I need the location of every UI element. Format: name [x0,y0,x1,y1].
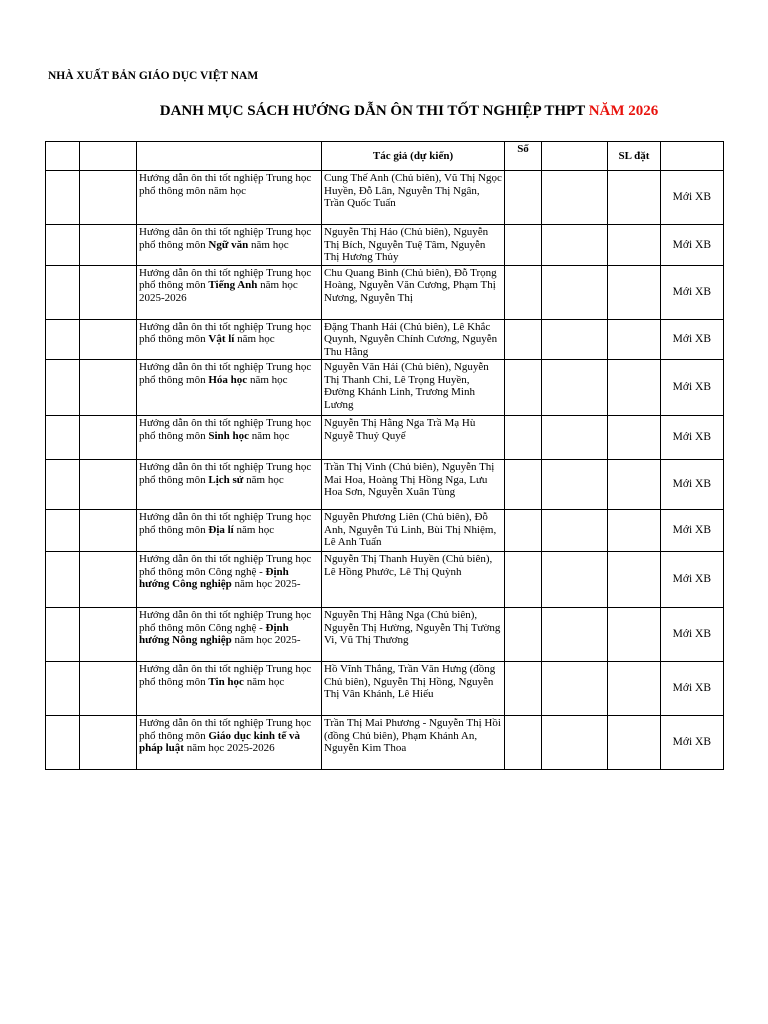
header-cell [80,142,137,171]
row-cell-1 [46,510,80,552]
authors-cell: Hồ Vĩnh Thắng, Trần Văn Hưng (đồng Chủ biên), Nguyễn Thị Hồng, Nguyễn Thị Vân Khánh, Lê Hiếu [322,662,505,716]
title-prefix: Hướng dẫn ôn thi tốt nghiệp Trung học phổ thông môn [139,417,312,442]
row-cell-6 [542,552,608,608]
subject-name: Tin học [208,675,244,688]
page-title [0,103,768,120]
title-suffix: năm học 2025- [231,578,301,590]
status-cell: Mới XB [661,552,724,608]
book-title-cell [137,319,322,360]
row-cell-2 [80,225,137,266]
so-cell [505,552,542,608]
authors-cell: Trần Thị Vinh (Chủ biên), Nguyễn Thị Mai Hoa, Hoàng Thị Hồng Nga, Lưu Hoa Sơn, Nguyễn Xuân Tùng [322,460,505,510]
book-title-cell [137,662,322,716]
so-cell [505,460,542,510]
so-cell [505,171,542,225]
authors-cell: Nguyễn Phương Liên (Chủ biên), Đỗ Anh, Nguyễn Tú Linh, Bùi Thị Nhiệm, Lê Anh Tuấn [322,510,505,552]
authors-cell: Nguyễn Thị Hảo (Chủ biên), Nguyễn Thị Bích, Nguyễn Tuệ Tâm, Nguyễn Thị Hương Thủy [322,225,505,266]
header-author: Tác giả (dự kiến) [322,142,505,171]
row-cell-6 [542,360,608,416]
subject-name: Sinh học [208,429,250,442]
title-suffix: năm học 2025- [231,634,301,646]
row-cell-2 [80,510,137,552]
title-prefix: Hướng dẫn ôn thi tốt nghiệp Trung học phổ thông môn Công nghệ - [139,553,312,578]
subject-name: Lịch sử [208,473,244,486]
title-prefix: Hướng dẫn ôn thi tốt nghiệp Trung học phổ thông môn [139,511,312,536]
status-cell: Mới XB [661,608,724,662]
header-cell [542,142,608,171]
header-cell [661,142,724,171]
sl-dat-cell [608,716,661,770]
title-prefix: Hướng dẫn ôn thi tốt nghiệp Trung học phổ thông môn [139,320,312,345]
so-cell [505,662,542,716]
row-cell-1 [46,360,80,416]
title-prefix: Hướng dẫn ôn thi tốt nghiệp Trung học phổ thông môn [139,266,312,291]
subject-name: Định hướng Nông nghiệp [139,621,289,646]
header-cell [46,142,80,171]
subject-name: Địa lí [208,523,234,536]
row-cell-1 [46,225,80,266]
title-prefix: Hướng dẫn ôn thi tốt nghiệp Trung học phổ thông môn [139,717,312,742]
table-row [46,510,724,552]
table-row [46,319,724,360]
subject-name: Hóa học [208,373,248,386]
book-title-cell [137,225,322,266]
authors-cell: Nguyễn Thị Thanh Huyền (Chủ biên), Lê Hồng Phước, Lê Thị Quỳnh [322,552,505,608]
status-cell: Mới XB [661,265,724,319]
row-cell-2 [80,552,137,608]
sl-dat-cell [608,171,661,225]
catalog-table [45,141,724,770]
row-cell-1 [46,460,80,510]
row-cell-2 [80,171,137,225]
table-row [46,171,724,225]
book-title-cell [137,510,322,552]
row-cell-2 [80,319,137,360]
title-main: DANH MỤC SÁCH HƯỚNG DẪN ÔN THI TỐT NGHIỆP THPT [159,103,585,119]
title-prefix: Hướng dẫn ôn thi tốt nghiệp Trung học phổ thông môn [139,461,312,486]
so-cell [505,608,542,662]
row-cell-1 [46,716,80,770]
row-cell-6 [542,716,608,770]
title-prefix: Hướng dẫn ôn thi tốt nghiệp Trung học phổ thông môn [139,226,312,251]
title-suffix: năm học [208,184,246,197]
row-cell-6 [542,608,608,662]
status-cell: Mới XB [661,416,724,460]
status-cell: Mới XB [661,319,724,360]
table-row [46,608,724,662]
row-cell-6 [542,460,608,510]
header-so: Số [505,142,542,171]
book-title-cell [137,608,322,662]
status-cell: Mới XB [661,360,724,416]
row-cell-2 [80,265,137,319]
status-cell: Mới XB [661,716,724,770]
row-cell-2 [80,460,137,510]
title-suffix: năm học [233,523,275,536]
publisher-name: NHÀ XUẤT BẢN GIÁO DỤC VIỆT NAM [48,70,259,82]
subject-name: Giáo dục kinh tế và pháp luật [139,729,301,754]
book-title-cell [137,716,322,770]
row-cell-6 [542,265,608,319]
row-cell-6 [542,416,608,460]
table-row [46,662,724,716]
sl-dat-cell [608,265,661,319]
row-cell-1 [46,662,80,716]
book-title-cell [137,416,322,460]
sl-dat-cell [608,662,661,716]
sl-dat-cell [608,510,661,552]
title-suffix: năm học [243,473,284,486]
title-prefix: Hướng dẫn ôn thi tốt nghiệp Trung học phổ thông môn [139,172,312,197]
book-title-cell [137,552,322,608]
subject-name: Ngữ văn [208,238,249,251]
status-cell: Mới XB [661,510,724,552]
title-suffix: năm học 2025-2026 [183,742,275,754]
row-cell-6 [542,319,608,360]
so-cell [505,716,542,770]
row-cell-6 [542,510,608,552]
sl-dat-cell [608,460,661,510]
row-cell-2 [80,608,137,662]
so-cell [505,416,542,460]
so-cell [505,265,542,319]
row-cell-1 [46,416,80,460]
row-cell-1 [46,608,80,662]
table-row [46,360,724,416]
sl-dat-cell [608,360,661,416]
sl-dat-cell [608,552,661,608]
row-cell-1 [46,552,80,608]
title-suffix: năm học [249,429,290,442]
authors-cell: Nguyễn Thị Hằng Nga Trầ Mạ Hù Nguyễ Thuỷ Quyể [322,416,505,460]
so-cell [505,319,542,360]
status-cell: Mới XB [661,460,724,510]
row-cell-1 [46,265,80,319]
table-header-row [46,142,724,171]
row-cell-1 [46,171,80,225]
authors-cell: Nguyễn Văn Hải (Chủ biên), Nguyễn Thị Thanh Chi, Lê Trọng Huyền, Đường Khánh Linh, Trương Minh Lương [322,360,505,416]
header-cell [137,142,322,171]
sl-dat-cell [608,416,661,460]
table-row [46,716,724,770]
book-title-cell [137,360,322,416]
row-cell-2 [80,716,137,770]
title-prefix: Hướng dẫn ôn thi tốt nghiệp Trung học phổ thông môn [139,361,312,386]
status-cell: Mới XB [661,171,724,225]
title-suffix: năm học [243,675,285,688]
title-prefix: Hướng dẫn ôn thi tốt nghiệp Trung học phổ thông môn [139,663,312,688]
book-title-cell [137,171,322,225]
table-row [46,460,724,510]
title-suffix: năm học [248,238,289,251]
table-row [46,265,724,319]
title-year: NĂM 2026 [588,103,659,119]
book-title-cell [137,460,322,510]
table-row [46,552,724,608]
title-suffix: năm học 2025-2026 [139,279,298,304]
authors-cell: Đặng Thanh Hải (Chủ biên), Lê Khắc Quynh, Nguyễn Chính Cương, Nguyễn Thu Hằng [322,319,505,360]
row-cell-6 [542,662,608,716]
row-cell-6 [542,171,608,225]
title-prefix: Hướng dẫn ôn thi tốt nghiệp Trung học phổ thông môn Công nghệ - [139,609,312,634]
sl-dat-cell [608,608,661,662]
sl-dat-cell [608,319,661,360]
row-cell-6 [542,225,608,266]
authors-cell: Trần Thị Mai Phương - Nguyễn Thị Hồi (đồng Chủ biên), Phạm Khánh An, Nguyễn Kim Thoa [322,716,505,770]
subject-name: Định hướng Công nghiệp [139,565,289,590]
title-suffix: năm học [247,373,288,386]
status-cell: Mới XB [661,662,724,716]
authors-cell: Nguyễn Thị Hằng Nga (Chủ biên), Nguyễn Thị Hường, Nguyễn Thị Tường Vi, Vũ Thị Thương [322,608,505,662]
subject-name: Tiếng Anh [208,279,258,291]
so-cell [505,510,542,552]
table-row [46,225,724,266]
book-title-cell [137,265,322,319]
row-cell-2 [80,662,137,716]
header-sl-dat: SL đặt [608,142,661,171]
sl-dat-cell [608,225,661,266]
row-cell-2 [80,416,137,460]
row-cell-2 [80,360,137,416]
authors-cell: Chu Quang Bình (Chủ biên), Đỗ Trọng Hoàng, Nguyễn Văn Cương, Phạm Thị Nương, Nguyễn Thị [322,265,505,319]
subject-name: Vật lí [208,333,235,345]
status-cell: Mới XB [661,225,724,266]
row-cell-1 [46,319,80,360]
title-suffix: năm học [234,333,275,345]
authors-cell: Cung Thế Anh (Chủ biên), Vũ Thị Ngọc Huyền, Đỗ Lân, Nguyễn Thị Ngân, Trần Quốc Tuấn [322,171,505,225]
so-cell [505,360,542,416]
so-cell [505,225,542,266]
table-row [46,416,724,460]
